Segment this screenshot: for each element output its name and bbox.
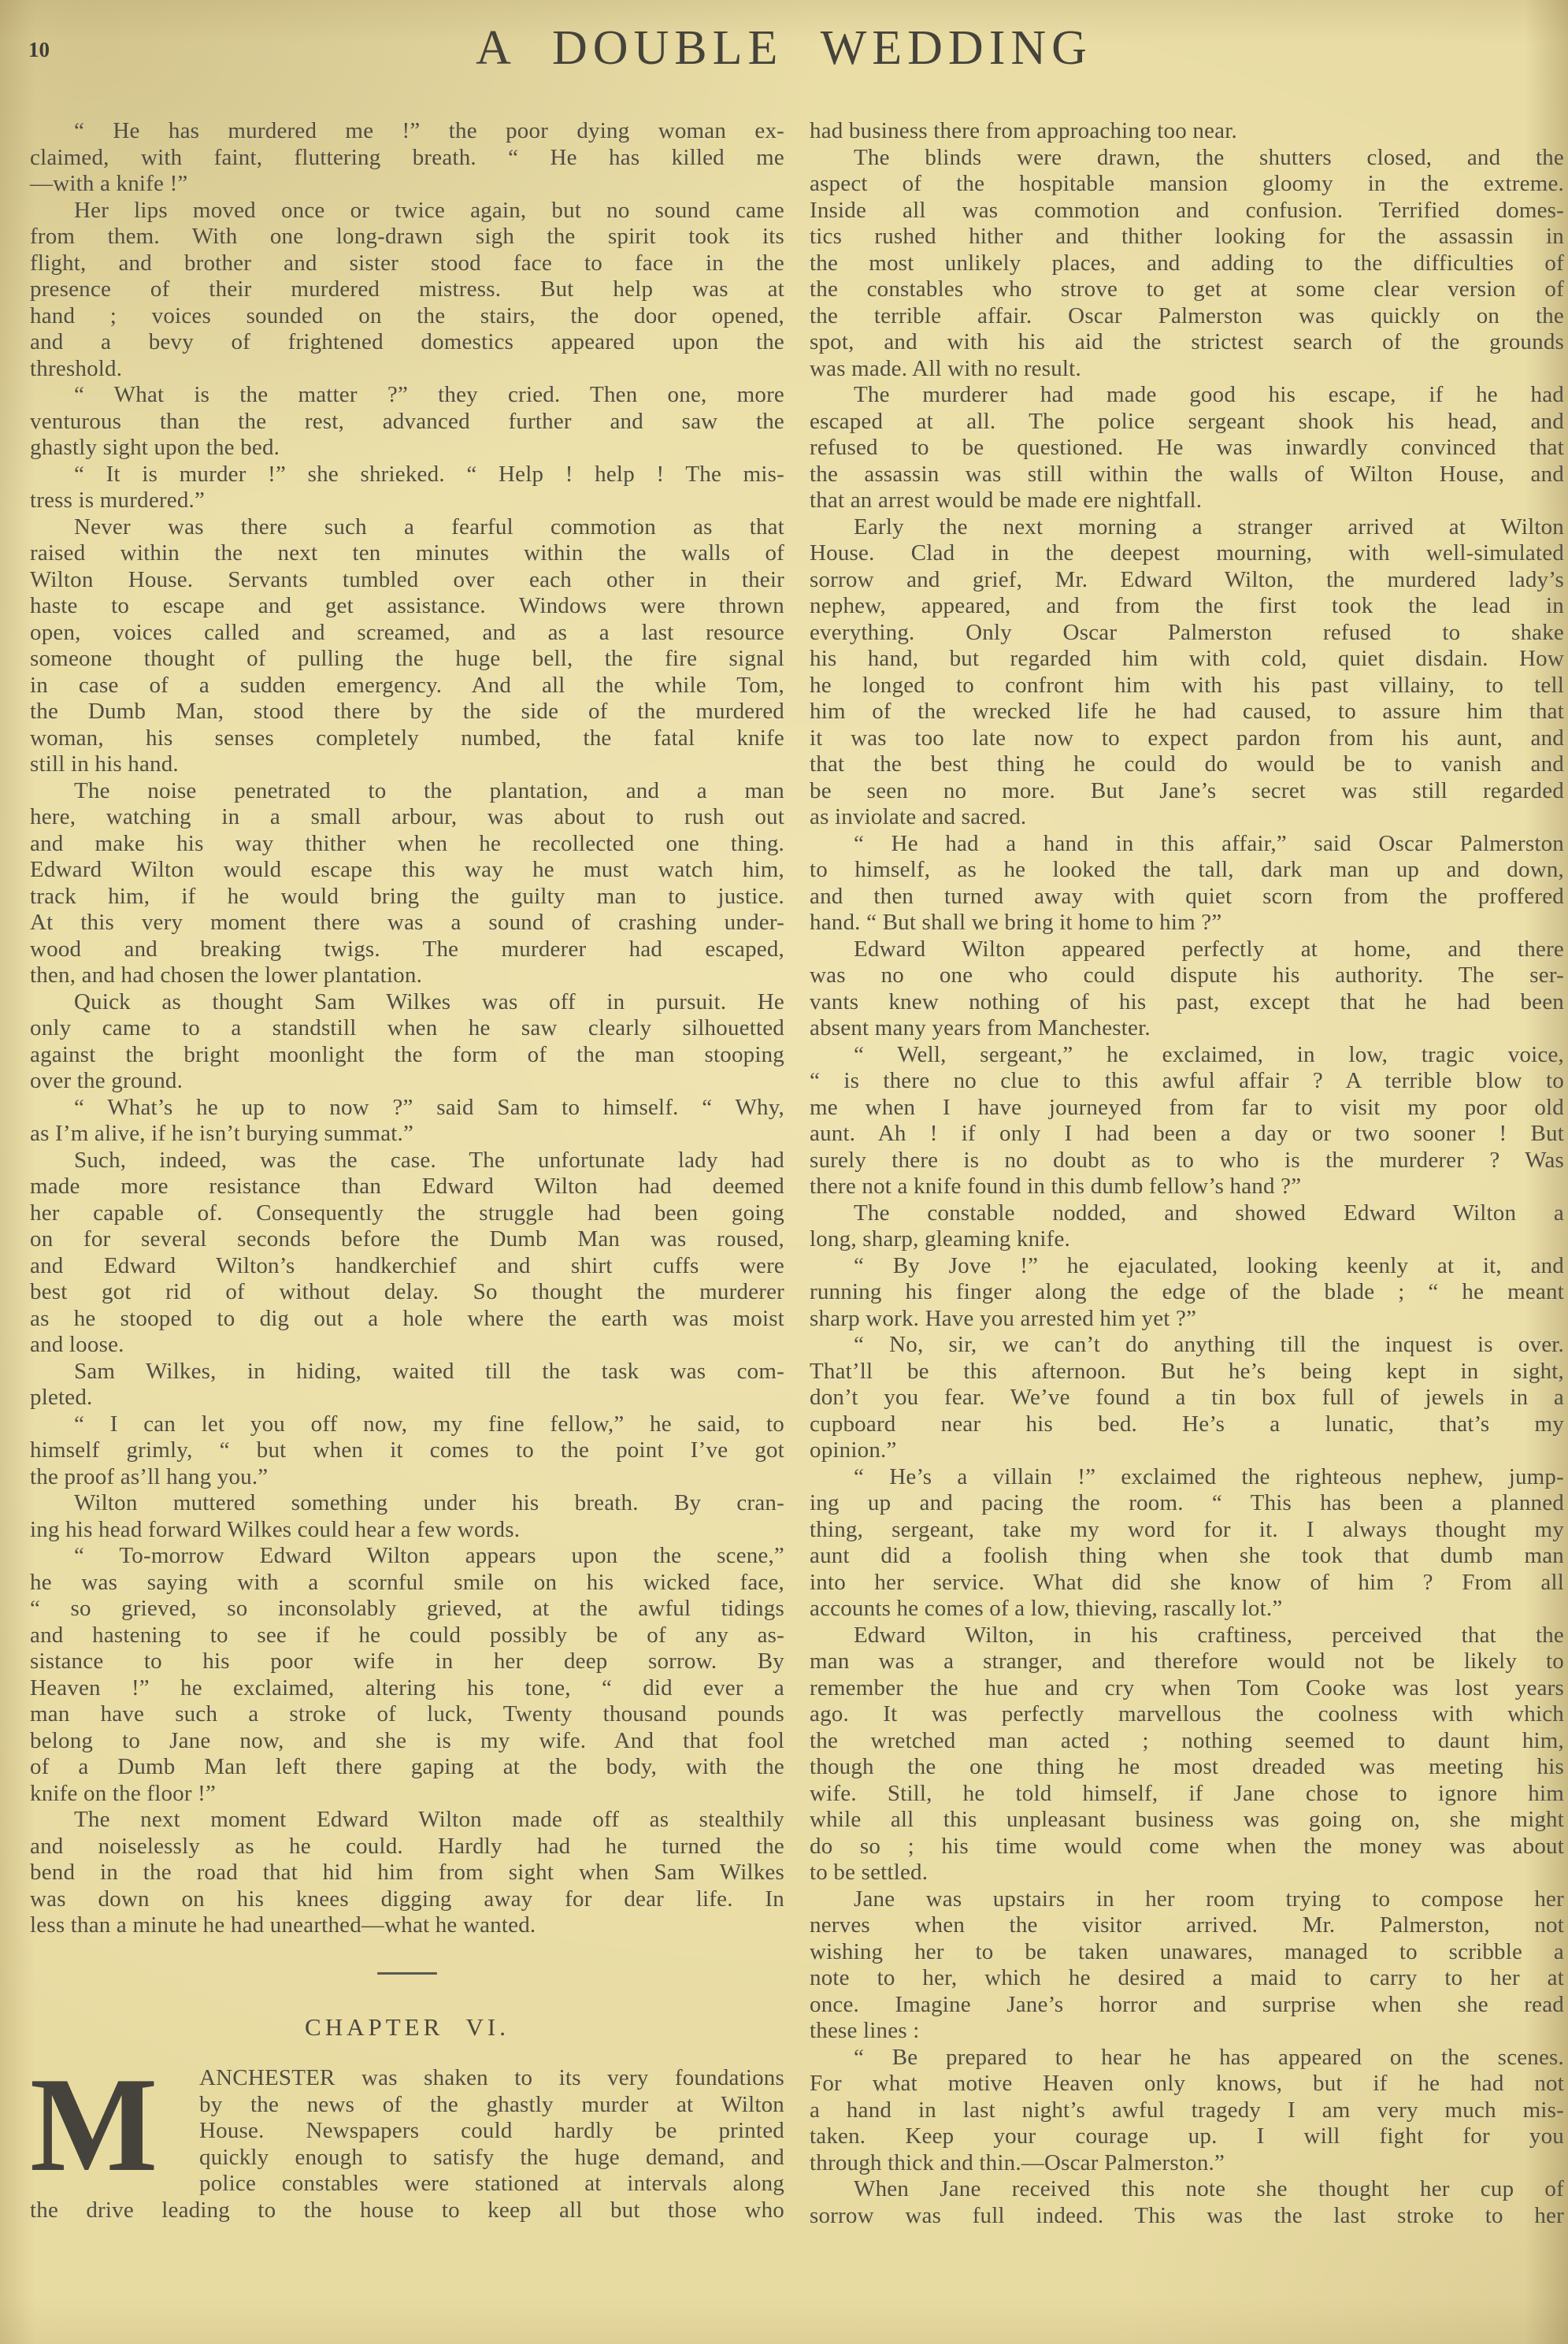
text-line: Edward Wilton would escape this way he must watch him,: [30, 857, 784, 882]
text-line: Wilton House. Servants tumbled over each other in their: [30, 566, 784, 592]
text-line: Such, indeed, was the case. The unfortunate lady had: [74, 1147, 784, 1173]
text-line: “ is there no clue to this awful affair ? A terrible blow to: [810, 1068, 1564, 1093]
text-line: man have such a stroke of luck, Twenty thousand pounds: [30, 1701, 784, 1726]
text-line: still in his hand.: [30, 751, 179, 777]
text-line: taken. Keep your courage up. I will fight for you: [810, 2123, 1564, 2149]
text-line: “ He had a hand in this affair,” said Oscar Palmerston: [854, 830, 1564, 856]
text-line: had business there from approaching too near.: [810, 118, 1237, 143]
text-line: he longed to confront him with his past villainy, to tell: [810, 672, 1564, 698]
text-line: vants knew nothing of his past, except that he had been: [810, 988, 1564, 1014]
text-line: sorrow was full indeed. This was the last stroke to her: [810, 2202, 1564, 2228]
text-line: by the news of the ghastly murder at Wilton: [199, 2091, 784, 2117]
text-line: “ By Jove !” he ejaculated, looking keenly at it, and: [854, 1252, 1564, 1278]
text-line: the most unlikely places, and adding to the difficulties of: [810, 250, 1564, 276]
text-line: the drive leading to the house to keep all but those who: [30, 2197, 784, 2223]
paragraph: [30, 514, 784, 778]
text-line: less than a minute he had unearthed—what he wanted.: [30, 1912, 536, 1938]
text-line: from them. With one long-drawn sigh the spirit took its: [30, 224, 784, 249]
text-line: the constables who strove to get at some clear version of: [810, 276, 1564, 302]
text-line: be seen no more. But Jane’s secret was still regarded: [810, 777, 1564, 803]
text-line: over the ground.: [30, 1068, 183, 1093]
paragraph: [810, 1253, 1564, 1333]
text-line: best got rid of without delay. So thought the murderer: [30, 1279, 784, 1304]
text-line: tress is murdered.”: [30, 488, 206, 513]
text-line: a hand in last night’s awful tragedy I am very much mis-: [810, 2097, 1564, 2123]
chapter-heading: CHAPTER VI.: [305, 2012, 510, 2041]
running-title: A DOUBLE WEDDING: [476, 21, 1092, 75]
text-line: Heaven !” he exclaimed, altering his tone, “ did ever a: [30, 1675, 784, 1701]
text-line: —with a knife !”: [30, 171, 188, 196]
text-line: as I’m alive, if he isn’t burying summat.”: [30, 1121, 414, 1146]
text-line: For what motive Heaven only knows, but if he had not: [810, 2071, 1564, 2096]
paragraph: [810, 1464, 1564, 1623]
text-line: quickly enough to satisfy the huge demand, and: [199, 2144, 784, 2170]
text-line: Jane was upstairs in her room trying to compose her: [854, 1886, 1564, 1912]
text-line: the terrible affair. Oscar Palmerston was quickly on the: [810, 302, 1564, 328]
text-line: that the best thing he could do would be to vanish and: [810, 751, 1564, 777]
text-line: “ Well, sergeant,” he exclaimed, in low, tragic voice,: [854, 1041, 1564, 1067]
text-line: “ No, sir, we can’t do anything till the inquest is over.: [854, 1332, 1564, 1357]
text-line: thing, sergeant, take my word for it. I always thought my: [810, 1516, 1564, 1542]
text-line: refused to be questioned. He was inwardly convinced that: [810, 435, 1564, 460]
text-line: absent many years from Manchester.: [810, 1015, 1151, 1040]
text-line: nerves when the visitor arrived. Mr. Palmerston, not: [810, 1912, 1564, 1938]
text-line: cupboard near his bed. He’s a lunatic, that’s my: [810, 1411, 1564, 1437]
text-line: When Jane received this note she thought her cup of: [854, 2176, 1564, 2201]
right-column: [810, 118, 1564, 2229]
text-line: pleted.: [30, 1385, 93, 1410]
text-line: At this very moment there was a sound of crashing under-: [30, 910, 784, 935]
text-line: do so ; his time would come when the money was about: [810, 1833, 1564, 1859]
paragraph: [30, 1148, 784, 1359]
text-line: that an arrest would be made ere nightfall.: [810, 488, 1203, 513]
text-line: “ He’s a villain !” exclaimed the righteous nephew, jump-: [854, 1463, 1564, 1489]
paragraph: [30, 1490, 784, 1543]
text-line: venturous than the rest, advanced further and saw the: [30, 408, 784, 434]
text-line: there not a knife found in this dumb fellow’s hand ?”: [810, 1174, 1302, 1199]
text-line: was down on his knees digging away for dear life. In: [30, 1886, 784, 1912]
text-line: “ It is murder !” she shrieked. “ Help ! help ! The mis-: [74, 461, 784, 487]
text-line: woman, his senses completely numbed, the fatal knife: [30, 725, 784, 751]
text-line: ago. It was perfectly marvellous the coolness with which: [810, 1701, 1564, 1726]
text-line: aspect of the hospitable mansion gloomy in the extreme.: [810, 171, 1564, 196]
text-line: as he stooped to dig out a hole where the earth was moist: [30, 1305, 784, 1331]
text-line: sharp work. Have you arrested him yet ?”: [810, 1305, 1197, 1331]
text-line: the Dumb Man, stood there by the side of the murdered: [30, 699, 784, 724]
text-line: Wilton muttered something under his breath. By cran-: [74, 1490, 784, 1515]
paragraph: [810, 118, 1564, 145]
text-line: me when I have journeyed from far to visit my poor old: [810, 1094, 1564, 1120]
text-line: the wretched man acted ; nothing seemed to daunt him,: [810, 1727, 1564, 1753]
text-line: long, sharp, gleaming knife.: [810, 1226, 1070, 1252]
text-line: someone thought of pulling the huge bell, the fire signal: [30, 646, 784, 671]
text-line: presence of their murdered mistress. But help was at: [30, 276, 784, 302]
text-line: to himself, as he looked the tall, dark man up and down,: [810, 857, 1564, 882]
text-line: wishing her to be taken unawares, managed to scribble a: [810, 1938, 1564, 1964]
text-line: spot, and with his aid the strictest search of the grounds: [810, 329, 1564, 354]
paragraph: [30, 1411, 784, 1491]
text-line: The next moment Edward Wilton made off as stealthily: [74, 1807, 784, 1832]
text-line: “ To-morrow Edward Wilton appears upon the scene,”: [74, 1543, 784, 1568]
paragraph: [810, 382, 1564, 514]
paragraph: [810, 1042, 1564, 1200]
text-line: everything. Only Oscar Palmerston refused to shake: [810, 619, 1564, 645]
paragraph: [30, 462, 784, 514]
text-line: Her lips moved once or twice again, but no sound came: [74, 197, 784, 223]
paragraph: [810, 1623, 1564, 1886]
text-line: into her service. What did she know of him ? From all: [810, 1569, 1564, 1595]
text-line: as inviolate and sacred.: [810, 804, 1027, 829]
paragraph: [30, 1543, 784, 1807]
text-line: then, and had chosen the lower plantation.: [30, 962, 423, 988]
text-line: remember the hue and cry when Tom Cooke was lost years: [810, 1675, 1564, 1701]
text-line: opinion.”: [810, 1437, 897, 1463]
text-line: track him, if he would bring the guilty man to justice.: [30, 883, 784, 909]
text-line: and then turned away with quiet scorn from the proffered: [810, 883, 1564, 909]
text-line: claimed, with faint, fluttering breath. “ He has killed me: [30, 144, 784, 170]
text-line: “ so grieved, so inconsolably grieved, at the awful tidings: [30, 1596, 784, 1621]
text-line: ing up and pacing the room. “ This has been a planned: [810, 1490, 1564, 1515]
chapter-opening-paragraph: [30, 2050, 784, 2223]
text-line: knife on the floor !”: [30, 1780, 217, 1806]
paragraph: [30, 382, 784, 462]
text-line: of a Dumb Man left there gaping at the body, with the: [30, 1754, 784, 1779]
text-line: open, voices called and screamed, and as a last resource: [30, 619, 784, 645]
text-line: was no one who could dispute his authority. The ser-: [810, 962, 1564, 988]
text-line: “ Be prepared to hear he has appeared on the scenes.: [854, 2044, 1564, 2070]
text-line: man was a stranger, and therefore would not be likely to: [810, 1649, 1564, 1674]
text-line: and a bevy of frightened domestics appeared upon the: [30, 329, 784, 354]
text-line: once. Imagine Jane’s horror and surprise when she read: [810, 1991, 1564, 2017]
paragraph: [30, 1095, 784, 1148]
text-line: he was saying with a scornful smile on his wicked face,: [30, 1569, 784, 1595]
text-line: House. Clad in the deepest mourning, with well-simulated: [810, 540, 1564, 566]
text-line: Edward Wilton, in his craftiness, perceived that the: [854, 1622, 1564, 1648]
text-line: him of the wrecked life he had caused, to assure him that: [810, 699, 1564, 724]
paragraph: [30, 118, 784, 198]
text-line: in case of a sudden emergency. And all the while Tom,: [30, 672, 784, 698]
text-line: running his finger along the edge of the blade ; “ he meant: [810, 1279, 1564, 1304]
text-line: The constable nodded, and showed Edward Wilton a: [854, 1200, 1564, 1226]
text-line: Early the next morning a stranger arrived at Wilton: [854, 514, 1564, 540]
paragraph: [810, 1332, 1564, 1464]
text-line: Never was there such a fearful commotion as that: [74, 514, 784, 540]
text-line: and Edward Wilton’s handkerchief and shirt cuffs were: [30, 1252, 784, 1278]
text-line: don’t you fear. We’ve found a tin box full of jewels in a: [810, 1385, 1564, 1410]
text-line: aunt. Ah ! if only I had been a day or two sooner ! But: [810, 1121, 1564, 1146]
text-line: tics rushed hither and thither looking for the assassin in: [810, 224, 1564, 249]
text-line: sistance to his poor wife in her deep sorrow. By: [30, 1649, 784, 1674]
text-line: ANCHESTER was shaken to its very foundations: [199, 2065, 784, 2090]
text-line: while all this unpleasant business was going on, she might: [810, 1807, 1564, 1832]
text-line: hand. “ But shall we bring it home to him ?”: [810, 910, 1222, 935]
paragraph: [30, 989, 784, 1095]
text-line: and loose.: [30, 1332, 124, 1357]
text-line: nephew, appeared, and from the first took the lead in: [810, 593, 1564, 618]
text-line: Quick as thought Sam Wilkes was off in pursuit. He: [74, 988, 784, 1014]
paragraph: [30, 198, 784, 383]
text-line: here, watching in a small arbour, was about to rush out: [30, 804, 784, 829]
text-line: it was too late now to expect pardon from his aunt, and: [810, 725, 1564, 751]
left-column: [30, 118, 784, 2223]
paragraph: [30, 1807, 784, 1939]
text-line: “ What’s he up to now ?” said Sam to himself. “ Why,: [74, 1094, 784, 1120]
text-line: “ What is the matter ?” they cried. Then one, more: [74, 382, 784, 407]
text-line: police constables were stationed at intervals along: [199, 2171, 784, 2196]
text-line: The blinds were drawn, the shutters closed, and the: [854, 144, 1564, 170]
text-line: note to her, which he desired a maid to carry to her at: [810, 1965, 1564, 1990]
text-line: hand ; voices sounded on the stairs, the door opened,: [30, 302, 784, 328]
text-line: and make his way thither when he recollected one thing.: [30, 830, 784, 856]
text-line: only came to a standstill when he saw clearly silhouetted: [30, 1015, 784, 1040]
text-line: on for several seconds before the Dumb Man was roused,: [30, 1226, 784, 1252]
text-line: raised within the next ten minutes within the walls of: [30, 540, 784, 566]
text-line: wife. Still, he told himself, if Jane chose to ignore him: [810, 1780, 1564, 1806]
text-line: Inside all was commotion and confusion. Terrified domes-: [810, 197, 1564, 223]
text-line: ing his head forward Wilkes could hear a few words.: [30, 1516, 521, 1542]
text-line: and hastening to see if he could possibly be of any as-: [30, 1622, 784, 1648]
paragraph: [810, 145, 1564, 383]
paragraph: [810, 936, 1564, 1042]
text-line: made more resistance than Edward Wilton had deemed: [30, 1174, 784, 1199]
text-line: “ He has murdered me !” the poor dying woman ex-: [74, 118, 784, 143]
paragraph: [810, 2176, 1564, 2229]
text-line: surely there is no doubt as to who is the murderer ? Was: [810, 1147, 1564, 1173]
right-column-paragraphs: [810, 118, 1564, 2229]
left-column-paragraphs: [30, 118, 784, 1939]
paragraph: [810, 1886, 1564, 2045]
text-line: accounts he comes of a low, thieving, rascally lot.”: [810, 1596, 1283, 1621]
paragraph: [810, 1200, 1564, 1253]
paragraph: [810, 831, 1564, 936]
text-line: these lines :: [810, 2018, 920, 2043]
text-line: escaped at all. The police sergeant shook his head, and: [810, 408, 1564, 434]
text-line: ghastly sight upon the bed.: [30, 435, 280, 460]
text-line: That’ll be this afternoon. But he’s being kept in sight,: [810, 1358, 1564, 1384]
paragraph: [810, 2045, 1564, 2177]
text-line: The murderer had made good his escape, if he had: [854, 382, 1564, 407]
text-line: himself grimly, “ but when it comes to the point I’ve got: [30, 1437, 784, 1463]
text-line: and noiselessly as he could. Hardly had he turned the: [30, 1833, 784, 1859]
text-line: sorrow and grief, Mr. Edward Wilton, the murdered lady’s: [810, 566, 1564, 592]
text-line: through thick and thin.—Oscar Palmerston.”: [810, 2149, 1225, 2175]
text-line: Edward Wilton appeared perfectly at home, and there: [854, 936, 1564, 962]
text-line: belong to Jane now, and she is my wife. And that fool: [30, 1727, 784, 1753]
text-line: House. Newspapers could hardly be printed: [199, 2118, 784, 2143]
text-line: threshold.: [30, 355, 123, 381]
page-number: 10: [28, 38, 50, 61]
text-line: haste to escape and get assistance. Windows were thrown: [30, 593, 784, 618]
text-line: flight, and brother and sister stood face to face in the: [30, 250, 784, 276]
text-line: the proof as’ll hang you.”: [30, 1463, 269, 1489]
text-line: though the one thing he most dreaded was meeting his: [810, 1754, 1564, 1779]
paragraph: [810, 514, 1564, 831]
text-line: was made. All with no result.: [810, 355, 1081, 381]
text-line: Sam Wilkes, in hiding, waited till the task was com-: [74, 1358, 784, 1384]
text-line: her capable of. Consequently the struggle had been going: [30, 1200, 784, 1226]
text-line: his hand, but regarded him with cold, quiet disdain. How: [810, 646, 1564, 671]
text-line: the assassin was still within the walls of Wilton House, and: [810, 461, 1564, 487]
paragraph: [30, 778, 784, 989]
drop-cap-letter: M: [30, 2050, 158, 2200]
section-divider-rule: [377, 1972, 437, 1975]
text-line: to be settled.: [810, 1860, 929, 1885]
paragraph: [30, 1359, 784, 1411]
text-line: wood and breaking twigs. The murderer had escaped,: [30, 936, 784, 962]
text-line: “ I can let you off now, my fine fellow,” he said, to: [74, 1411, 784, 1437]
text-line: aunt did a foolish thing when she took that dumb man: [810, 1543, 1564, 1568]
text-line: bend in the road that hid him from sight when Sam Wilkes: [30, 1860, 784, 1885]
text-line: The noise penetrated to the plantation, and a man: [74, 777, 784, 803]
text-line: against the bright moonlight the form of the man stooping: [30, 1041, 784, 1067]
